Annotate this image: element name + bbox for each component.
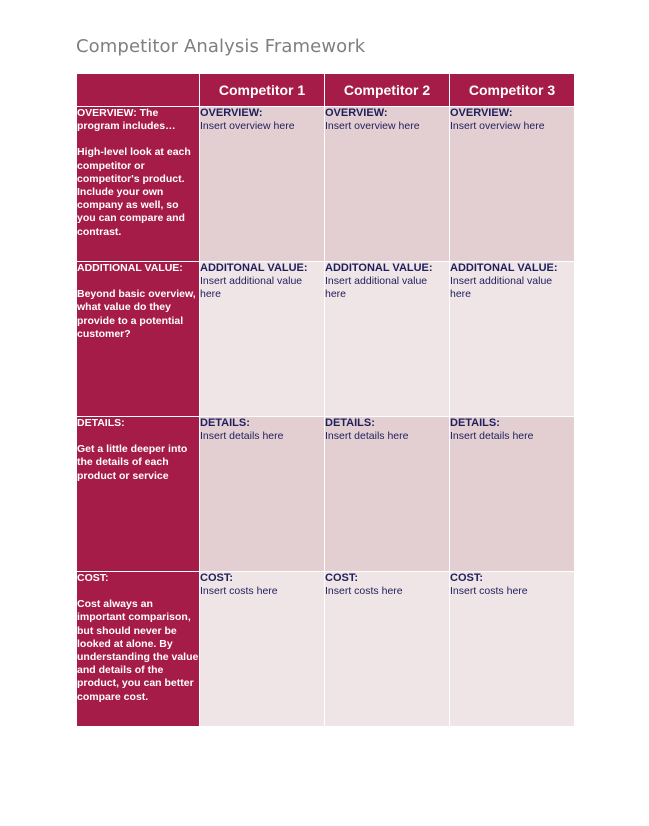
details-label-heading: DETAILS: [77, 417, 125, 429]
cell-heading: ADDITONAL VALUE: [200, 262, 308, 274]
cell-placeholder: Insert additional value here [200, 275, 303, 301]
additional-value-row [77, 262, 575, 417]
cell-placeholder: Insert details here [200, 430, 284, 443]
cell-placeholder: Insert overview here [200, 120, 295, 133]
competitor-1-additional-value-cell[interactable] [200, 262, 325, 417]
additional-value-label-cell[interactable] [77, 262, 200, 417]
cell-heading: OVERVIEW: [325, 107, 388, 119]
details-row [77, 417, 575, 572]
cell-heading: COST: [450, 572, 483, 584]
competitor-1-cost-cell[interactable] [200, 572, 325, 727]
cost-label-heading: COST: [77, 572, 109, 584]
cell-placeholder: Insert costs here [450, 585, 528, 598]
competitor-analysis-table [76, 73, 575, 727]
competitor-2-header[interactable]: Competitor 2 [325, 74, 450, 107]
competitor-2-cost-cell[interactable] [325, 572, 450, 727]
cost-row [77, 572, 575, 727]
cell-placeholder: Insert details here [450, 430, 534, 443]
document-title: Competitor Analysis Framework [76, 36, 366, 57]
overview-label-description: High-level look at each competitor or competitor's product. Include your own company as well, so you can compare and contrast. [77, 146, 191, 238]
cell-heading: OVERVIEW: [200, 107, 263, 119]
cell-heading: ADDITONAL VALUE: [450, 262, 558, 274]
overview-row [77, 107, 575, 262]
additional-value-label-heading: ADDITIONAL VALUE: [77, 262, 183, 274]
corner-header-cell[interactable] [77, 74, 200, 107]
cell-heading: OVERVIEW: [450, 107, 513, 119]
details-label-cell[interactable] [77, 417, 200, 572]
cell-heading: ADDITONAL VALUE: [325, 262, 433, 274]
overview-label-heading: OVERVIEW: The program includes… [77, 107, 176, 133]
competitor-1-details-cell[interactable] [200, 417, 325, 572]
header-row [77, 74, 575, 107]
cell-placeholder: Insert additional value here [450, 275, 553, 301]
competitor-3-header[interactable]: Competitor 3 [450, 74, 575, 107]
competitor-2-additional-value-cell[interactable] [325, 262, 450, 417]
competitor-3-additional-value-cell[interactable] [450, 262, 575, 417]
details-label-description: Get a little deeper into the details of each product or service [77, 443, 188, 482]
cost-label-description: Cost always an important comparison, but should never be looked at alone. By understanding the value and details of the product, you can better compare cost. [77, 598, 199, 703]
cell-heading: DETAILS: [200, 417, 250, 429]
competitor-3-details-cell[interactable] [450, 417, 575, 572]
cell-placeholder: Insert overview here [325, 120, 420, 133]
overview-label-cell[interactable] [77, 107, 200, 262]
cell-placeholder: Insert additional value here [325, 275, 428, 301]
competitor-2-overview-cell[interactable] [325, 107, 450, 262]
cell-heading: DETAILS: [450, 417, 500, 429]
cell-placeholder: Insert costs here [325, 585, 403, 598]
additional-value-label-description: Beyond basic overview, what value do they provide to a potential customer? [77, 288, 196, 340]
competitor-1-overview-cell[interactable] [200, 107, 325, 262]
cell-placeholder: Insert costs here [200, 585, 278, 598]
cell-heading: DETAILS: [325, 417, 375, 429]
competitor-3-cost-cell[interactable] [450, 572, 575, 727]
cell-heading: COST: [325, 572, 358, 584]
competitor-1-header[interactable]: Competitor 1 [200, 74, 325, 107]
cell-placeholder: Insert overview here [450, 120, 545, 133]
cell-placeholder: Insert details here [325, 430, 409, 443]
cell-heading: COST: [200, 572, 233, 584]
cost-label-cell[interactable] [77, 572, 200, 727]
competitor-2-details-cell[interactable] [325, 417, 450, 572]
competitor-3-overview-cell[interactable] [450, 107, 575, 262]
